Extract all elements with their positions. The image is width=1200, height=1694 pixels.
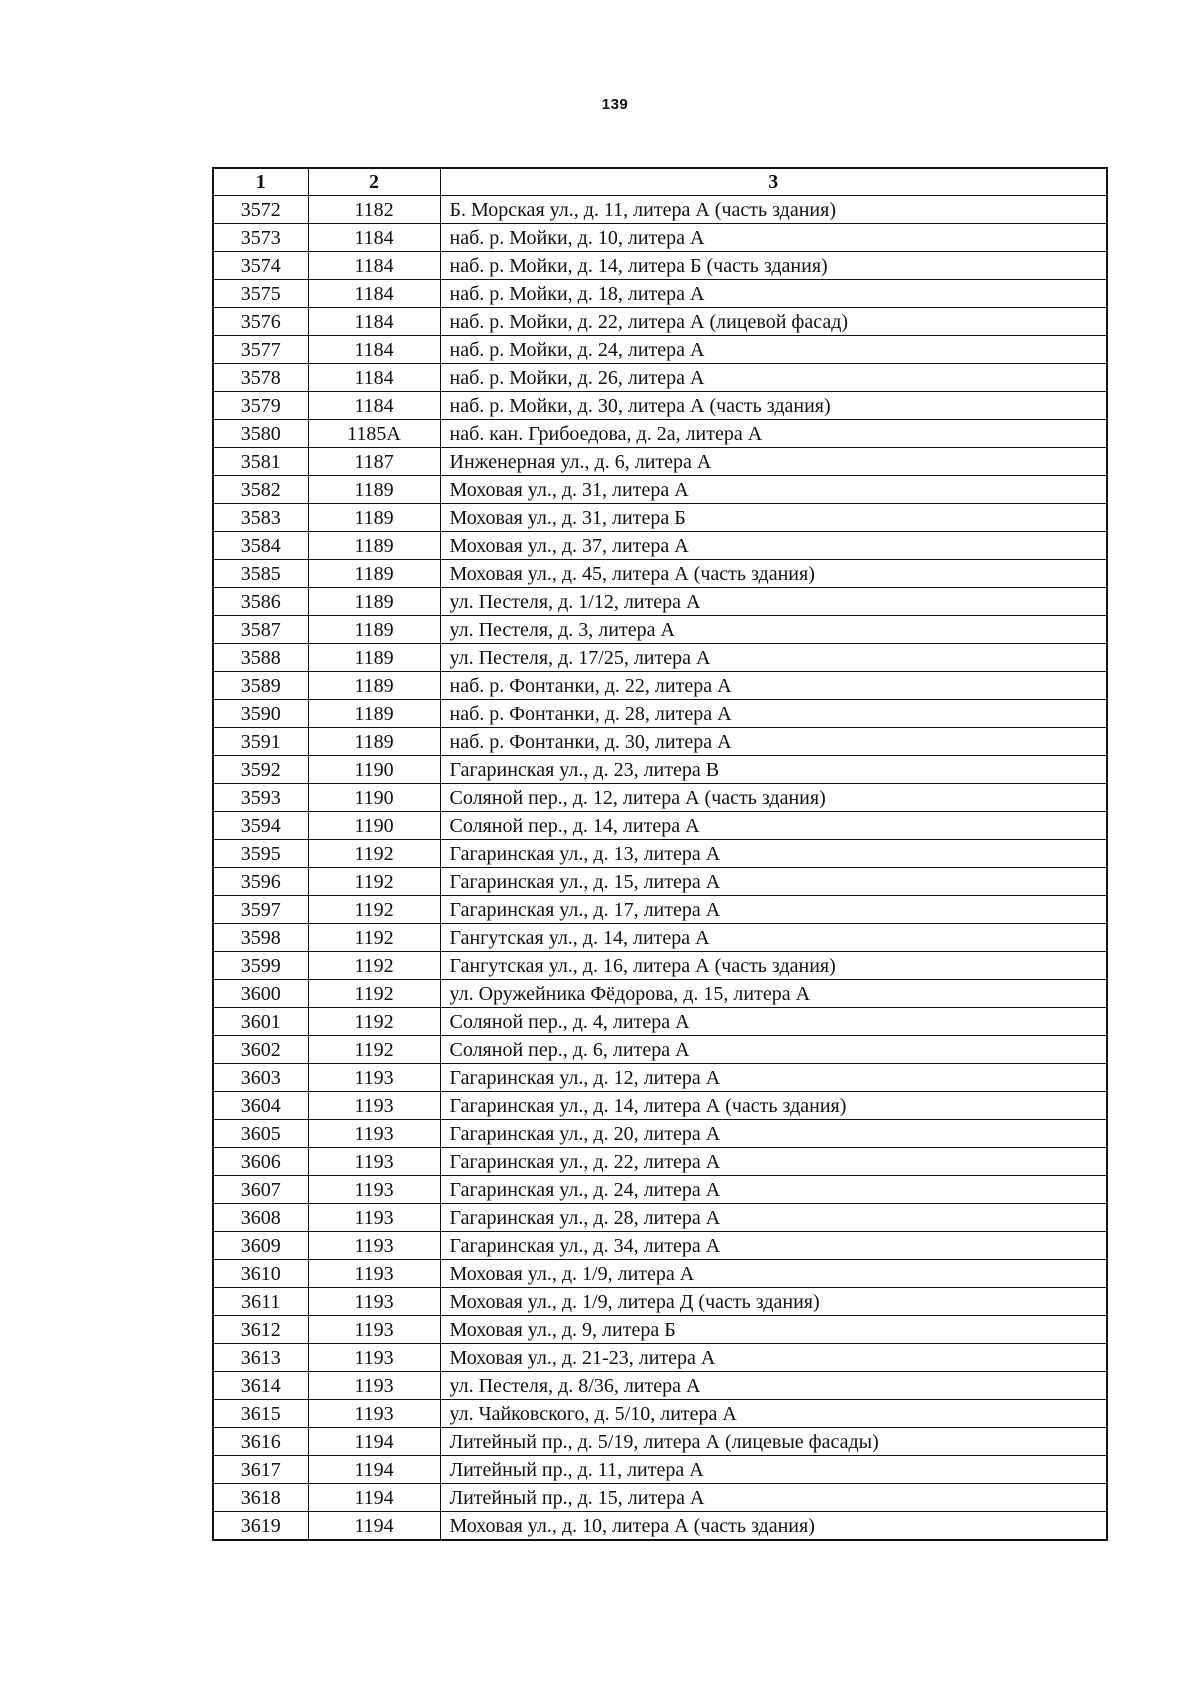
- address-cell: ул. Оружейника Фёдорова, д. 15, литера А: [440, 980, 1107, 1008]
- column-header-2: 2: [308, 168, 440, 196]
- header-row: [213, 168, 1107, 196]
- address-cell: Моховая ул., д. 37, литера А: [440, 532, 1107, 560]
- entry-number-cell: 3572: [213, 196, 308, 224]
- entry-number-cell: 3576: [213, 308, 308, 336]
- address-cell: Литейный пр., д. 11, литера А: [440, 1456, 1107, 1484]
- table-row: [213, 1232, 1107, 1260]
- entry-number-cell: 3617: [213, 1456, 308, 1484]
- table-row: [213, 196, 1107, 224]
- table-row: [213, 1176, 1107, 1204]
- reference-number-cell: 1189: [308, 476, 440, 504]
- address-cell: Гагаринская ул., д. 24, литера А: [440, 1176, 1107, 1204]
- entry-number-cell: 3587: [213, 616, 308, 644]
- address-cell: Соляной пер., д. 14, литера А: [440, 812, 1107, 840]
- entry-number-cell: 3601: [213, 1008, 308, 1036]
- table-row: [213, 336, 1107, 364]
- reference-number-cell: 1193: [308, 1176, 440, 1204]
- table-row: [213, 1344, 1107, 1372]
- entry-number-cell: 3593: [213, 784, 308, 812]
- address-cell: Моховая ул., д. 9, литера Б: [440, 1316, 1107, 1344]
- reference-number-cell: 1184: [308, 392, 440, 420]
- entry-number-cell: 3577: [213, 336, 308, 364]
- table-row: [213, 224, 1107, 252]
- table-row: [213, 980, 1107, 1008]
- table-row: [213, 1260, 1107, 1288]
- table-row: [213, 1204, 1107, 1232]
- reference-number-cell: 1192: [308, 1036, 440, 1064]
- table-row: [213, 672, 1107, 700]
- table-row: [213, 504, 1107, 532]
- table-row: [213, 1092, 1107, 1120]
- entry-number-cell: 3599: [213, 952, 308, 980]
- table-row: [213, 728, 1107, 756]
- entry-number-cell: 3583: [213, 504, 308, 532]
- address-cell: наб. р. Фонтанки, д. 30, литера А: [440, 728, 1107, 756]
- entry-number-cell: 3607: [213, 1176, 308, 1204]
- table-row: [213, 756, 1107, 784]
- reference-number-cell: 1193: [308, 1344, 440, 1372]
- table-row: [213, 280, 1107, 308]
- entry-number-cell: 3575: [213, 280, 308, 308]
- table-row: [213, 1372, 1107, 1400]
- column-header-3: 3: [440, 168, 1107, 196]
- table-row: [213, 1120, 1107, 1148]
- address-cell: ул. Пестеля, д. 17/25, литера А: [440, 644, 1107, 672]
- entry-number-cell: 3573: [213, 224, 308, 252]
- entry-number-cell: 3609: [213, 1232, 308, 1260]
- address-cell: Гагаринская ул., д. 34, литера А: [440, 1232, 1107, 1260]
- entry-number-cell: 3574: [213, 252, 308, 280]
- entry-number-cell: 3596: [213, 868, 308, 896]
- reference-number-cell: 1184: [308, 308, 440, 336]
- reference-number-cell: 1189: [308, 700, 440, 728]
- address-cell: Гангутская ул., д. 16, литера А (часть здания): [440, 952, 1107, 980]
- reference-number-cell: 1190: [308, 812, 440, 840]
- address-cell: ул. Пестеля, д. 1/12, литера А: [440, 588, 1107, 616]
- table-row: [213, 1036, 1107, 1064]
- address-cell: наб. р. Мойки, д. 18, литера А: [440, 280, 1107, 308]
- address-cell: наб. р. Мойки, д. 24, литера А: [440, 336, 1107, 364]
- entry-number-cell: 3611: [213, 1288, 308, 1316]
- reference-number-cell: 1189: [308, 616, 440, 644]
- table-row: [213, 588, 1107, 616]
- entry-number-cell: 3579: [213, 392, 308, 420]
- table-row: [213, 616, 1107, 644]
- entry-number-cell: 3600: [213, 980, 308, 1008]
- address-cell: Моховая ул., д. 45, литера А (часть здания): [440, 560, 1107, 588]
- address-cell: наб. р. Мойки, д. 30, литера А (часть здания): [440, 392, 1107, 420]
- reference-number-cell: 1189: [308, 560, 440, 588]
- reference-number-cell: 1194: [308, 1512, 440, 1541]
- reference-number-cell: 1184: [308, 280, 440, 308]
- table-row: [213, 896, 1107, 924]
- table-row: [213, 784, 1107, 812]
- address-cell: наб. р. Мойки, д. 26, литера А: [440, 364, 1107, 392]
- address-cell: ул. Пестеля, д. 8/36, литера А: [440, 1372, 1107, 1400]
- reference-number-cell: 1194: [308, 1484, 440, 1512]
- address-cell: наб. р. Мойки, д. 22, литера А (лицевой фасад): [440, 308, 1107, 336]
- reference-number-cell: 1192: [308, 980, 440, 1008]
- address-cell: Гагаринская ул., д. 22, литера А: [440, 1148, 1107, 1176]
- table-row: [213, 1288, 1107, 1316]
- entry-number-cell: 3619: [213, 1512, 308, 1541]
- entry-number-cell: 3592: [213, 756, 308, 784]
- entry-number-cell: 3578: [213, 364, 308, 392]
- reference-number-cell: 1190: [308, 784, 440, 812]
- reference-number-cell: 1184: [308, 252, 440, 280]
- table-row: [213, 448, 1107, 476]
- reference-number-cell: 1192: [308, 952, 440, 980]
- entry-number-cell: 3586: [213, 588, 308, 616]
- table-row: [213, 308, 1107, 336]
- table-row: [213, 952, 1107, 980]
- reference-number-cell: 1193: [308, 1372, 440, 1400]
- entry-number-cell: 3598: [213, 924, 308, 952]
- reference-number-cell: 1189: [308, 672, 440, 700]
- entry-number-cell: 3590: [213, 700, 308, 728]
- address-cell: наб. р. Мойки, д. 10, литера А: [440, 224, 1107, 252]
- entry-number-cell: 3606: [213, 1148, 308, 1176]
- entry-number-cell: 3582: [213, 476, 308, 504]
- entry-number-cell: 3595: [213, 840, 308, 868]
- table-row: [213, 252, 1107, 280]
- reference-number-cell: 1187: [308, 448, 440, 476]
- address-cell: Б. Морская ул., д. 11, литера А (часть здания): [440, 196, 1107, 224]
- entry-number-cell: 3597: [213, 896, 308, 924]
- reference-number-cell: 1193: [308, 1204, 440, 1232]
- reference-number-cell: 1193: [308, 1120, 440, 1148]
- table-row: [213, 532, 1107, 560]
- table-row: [213, 1428, 1107, 1456]
- table-row: [213, 868, 1107, 896]
- reference-number-cell: 1189: [308, 644, 440, 672]
- table-row: [213, 1400, 1107, 1428]
- reference-number-cell: 1189: [308, 532, 440, 560]
- address-cell: Моховая ул., д. 10, литера А (часть здания): [440, 1512, 1107, 1541]
- entry-number-cell: 3604: [213, 1092, 308, 1120]
- entry-number-cell: 3588: [213, 644, 308, 672]
- entry-number-cell: 3615: [213, 1400, 308, 1428]
- entry-number-cell: 3608: [213, 1204, 308, 1232]
- column-header-1: 1: [213, 168, 308, 196]
- reference-number-cell: 1194: [308, 1456, 440, 1484]
- address-cell: Гагаринская ул., д. 20, литера А: [440, 1120, 1107, 1148]
- address-cell: Литейный пр., д. 5/19, литера А (лицевые фасады): [440, 1428, 1107, 1456]
- reference-number-cell: 1189: [308, 728, 440, 756]
- address-cell: Соляной пер., д. 6, литера А: [440, 1036, 1107, 1064]
- reference-number-cell: 1190: [308, 756, 440, 784]
- reference-number-cell: 1193: [308, 1400, 440, 1428]
- reference-number-cell: 1185А: [308, 420, 440, 448]
- reference-number-cell: 1192: [308, 868, 440, 896]
- address-cell: Гагаринская ул., д. 28, литера А: [440, 1204, 1107, 1232]
- address-cell: Моховая ул., д. 31, литера А: [440, 476, 1107, 504]
- entry-number-cell: 3612: [213, 1316, 308, 1344]
- table-row: [213, 1316, 1107, 1344]
- address-cell: наб. р. Мойки, д. 14, литера Б (часть здания): [440, 252, 1107, 280]
- address-cell: Моховая ул., д. 1/9, литера А: [440, 1260, 1107, 1288]
- entry-number-cell: 3618: [213, 1484, 308, 1512]
- entry-number-cell: 3616: [213, 1428, 308, 1456]
- table-row: [213, 392, 1107, 420]
- address-cell: Моховая ул., д. 1/9, литера Д (часть здания): [440, 1288, 1107, 1316]
- address-cell: наб. кан. Грибоедова, д. 2а, литера А: [440, 420, 1107, 448]
- entry-number-cell: 3594: [213, 812, 308, 840]
- reference-number-cell: 1193: [308, 1316, 440, 1344]
- table-row: [213, 924, 1107, 952]
- address-cell: ул. Пестеля, д. 3, литера А: [440, 616, 1107, 644]
- address-cell: ул. Чайковского, д. 5/10, литера А: [440, 1400, 1107, 1428]
- table-row: [213, 1456, 1107, 1484]
- reference-number-cell: 1189: [308, 504, 440, 532]
- reference-number-cell: 1192: [308, 1008, 440, 1036]
- reference-number-cell: 1193: [308, 1092, 440, 1120]
- entry-number-cell: 3603: [213, 1064, 308, 1092]
- entry-number-cell: 3605: [213, 1120, 308, 1148]
- table-row: [213, 812, 1107, 840]
- table-row: [213, 700, 1107, 728]
- address-cell: Инженерная ул., д. 6, литера А: [440, 448, 1107, 476]
- reference-number-cell: 1192: [308, 840, 440, 868]
- reference-number-cell: 1193: [308, 1232, 440, 1260]
- reference-number-cell: 1182: [308, 196, 440, 224]
- entry-number-cell: 3610: [213, 1260, 308, 1288]
- table-row: [213, 1148, 1107, 1176]
- entry-number-cell: 3581: [213, 448, 308, 476]
- address-cell: Гагаринская ул., д. 14, литера А (часть здания): [440, 1092, 1107, 1120]
- table-row: [213, 644, 1107, 672]
- reference-number-cell: 1184: [308, 364, 440, 392]
- reference-number-cell: 1192: [308, 896, 440, 924]
- entry-number-cell: 3585: [213, 560, 308, 588]
- address-cell: Литейный пр., д. 15, литера А: [440, 1484, 1107, 1512]
- address-cell: Соляной пер., д. 4, литера А: [440, 1008, 1107, 1036]
- address-cell: Гагаринская ул., д. 23, литера В: [440, 756, 1107, 784]
- address-cell: Гагаринская ул., д. 12, литера А: [440, 1064, 1107, 1092]
- table-row: [213, 476, 1107, 504]
- reference-number-cell: 1184: [308, 336, 440, 364]
- entry-number-cell: 3613: [213, 1344, 308, 1372]
- entry-number-cell: 3589: [213, 672, 308, 700]
- reference-number-cell: 1193: [308, 1148, 440, 1176]
- table-row: [213, 420, 1107, 448]
- address-cell: Соляной пер., д. 12, литера А (часть здания): [440, 784, 1107, 812]
- reference-number-cell: 1193: [308, 1064, 440, 1092]
- address-cell: Гагаринская ул., д. 15, литера А: [440, 868, 1107, 896]
- entry-number-cell: 3580: [213, 420, 308, 448]
- reference-number-cell: 1193: [308, 1260, 440, 1288]
- reference-number-cell: 1184: [308, 224, 440, 252]
- table-row: [213, 364, 1107, 392]
- reference-number-cell: 1194: [308, 1428, 440, 1456]
- reference-number-cell: 1193: [308, 1288, 440, 1316]
- page-number: 139: [601, 96, 629, 113]
- reference-number-cell: 1189: [308, 588, 440, 616]
- entry-number-cell: 3584: [213, 532, 308, 560]
- table-row: [213, 1484, 1107, 1512]
- reference-number-cell: 1192: [308, 924, 440, 952]
- entry-number-cell: 3591: [213, 728, 308, 756]
- table-row: [213, 840, 1107, 868]
- address-cell: Моховая ул., д. 21-23, литера А: [440, 1344, 1107, 1372]
- registry-table: [212, 167, 1108, 1541]
- address-cell: Моховая ул., д. 31, литера Б: [440, 504, 1107, 532]
- address-cell: наб. р. Фонтанки, д. 28, литера А: [440, 700, 1107, 728]
- address-cell: наб. р. Фонтанки, д. 22, литера А: [440, 672, 1107, 700]
- table-row: [213, 1008, 1107, 1036]
- entry-number-cell: 3602: [213, 1036, 308, 1064]
- table-body: [213, 196, 1107, 1541]
- table-row: [213, 560, 1107, 588]
- address-cell: Гангутская ул., д. 14, литера А: [440, 924, 1107, 952]
- entry-number-cell: 3614: [213, 1372, 308, 1400]
- address-cell: Гагаринская ул., д. 17, литера А: [440, 896, 1107, 924]
- table-row: [213, 1064, 1107, 1092]
- table-row: [213, 1512, 1107, 1541]
- address-cell: Гагаринская ул., д. 13, литера А: [440, 840, 1107, 868]
